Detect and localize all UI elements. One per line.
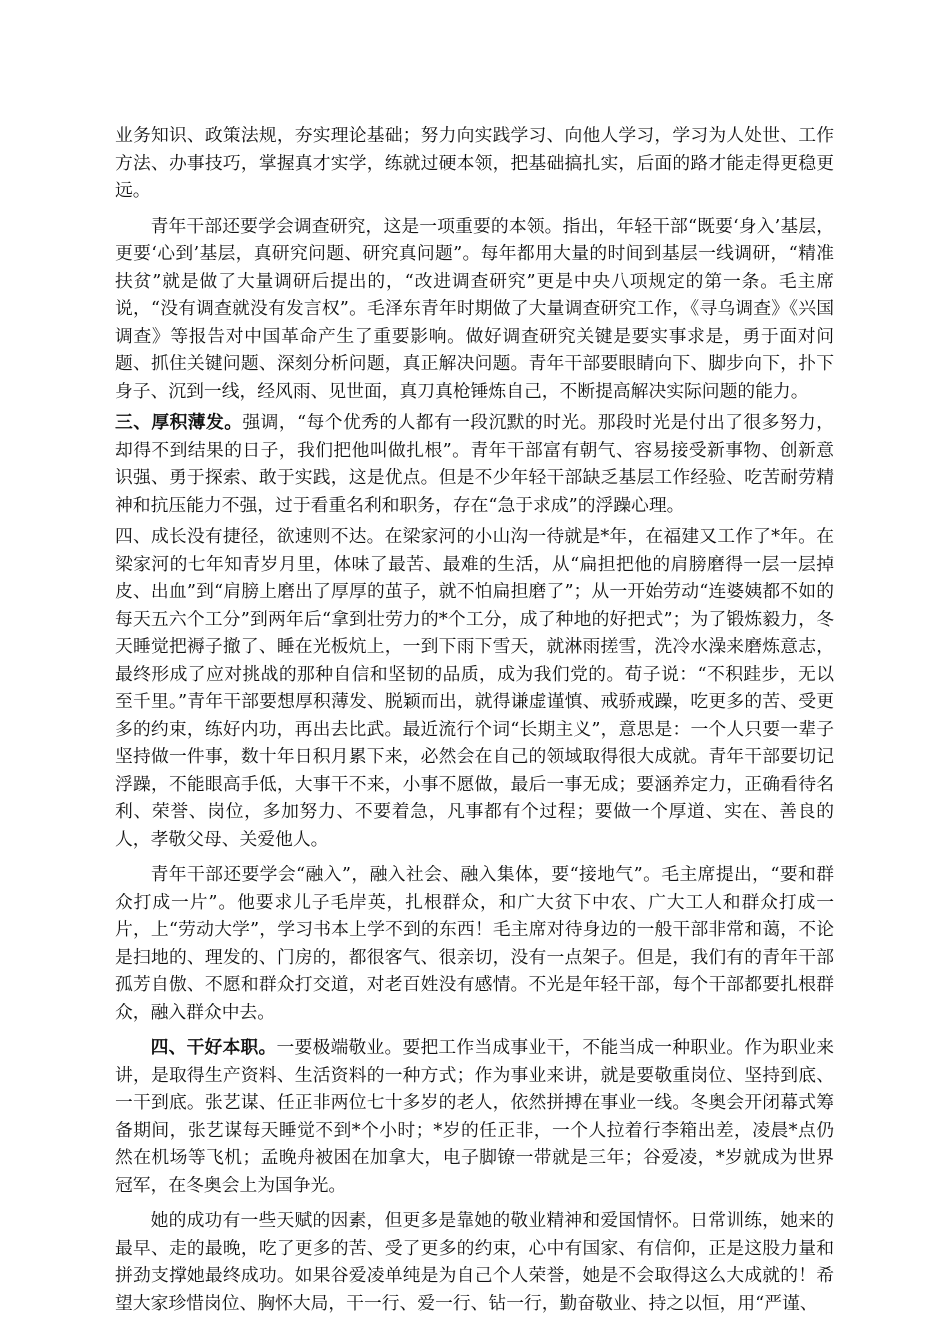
- paragraph-section-3: [115, 409, 834, 519]
- paragraph-text: 强调，“每个优秀的人都有一段沉默的时光。那段时光是付出了很多努力，却得不到结果的日子，我们把他叫做扎根”。青年干部富有朝气、容易接受新事物、创新意识强、勇于探索、敢于实践，这是优点。但是不少年轻干部缺乏基层工作经验、吃苦耐劳精神和抗压能力不强，过于看重名利和职务，存在“急于求成”的浮躁心理。: [115, 412, 834, 516]
- paragraph-text: 一要极端敬业。要把工作当成事业干，不能当成一种职业。作为职业来讲，是取得生产资料、生活资料的一种方式；作为事业来讲，就是要敬重岗位、坚持到底、一干到底。张艺谋、任正非两位七十多岁的老人，依然拼搏在事业一线。冬奥会开闭幕式筹备期间，张艺谋每天睡觉不到*个小时；*岁的任正非，一个人拉着行李箱出差，凌晨*点仍然在机场等飞机；孟晚舟被困在加拿大，电子脚镣一带就是三年；谷爱凌，*岁就成为世界冠军，在冬奥会上为国争光。: [115, 1037, 834, 1196]
- paragraph-section-4: [115, 1034, 834, 1199]
- paragraph-text: 业务知识、政策法规，夯实理论基础；努力向实践学习、向他人学习，学习为人处世、工作方法、办事技巧，掌握真才实学，练就过硬本领，把基础搞扎实，后面的路才能走得更稳更远。: [115, 125, 834, 201]
- paragraph-dedication: [115, 1207, 834, 1317]
- paragraph-investigation: [115, 213, 834, 406]
- paragraph-growth: [115, 523, 834, 853]
- paragraph-text: 青年干部还要学会“融入”，融入社会、融入集体，要“接地气”。毛主席提出，“要和群众打成一片”。他要求儿子毛岸英，扎根群众，和广大贫下中农、广大工人和群众打成一片，上“劳动大学”，学习书本上学不到的东西！毛主席对待身边的一般干部非常和蔼，不论是扫地的、理发的、门房的，都很客气、很亲切，没有一点架子。但是，我们有的青年干部孤芳自傲、不愿和群众打交道，对老百姓没有感情。不光是年轻干部，每个干部都要扎根群众，融入群众中去。: [115, 864, 834, 1023]
- paragraph-integrate: [115, 861, 834, 1026]
- paragraph-foundation: [115, 122, 834, 205]
- section-heading: 四、干好本职。: [150, 1037, 277, 1058]
- paragraph-text: 她的成功有一些天赋的因素，但更多是靠她的敬业精神和爱国情怀。日常训练，她来的最早、走的最晚，吃了更多的苦、受了更多的约束，心中有国家、有信仰，正是这股力量和拼劲支撑她最终成功。如果谷爱凌单纯是为自己个人荣誉，她是不会取得这么大成就的！希望大家珍惜岗位、胸怀大局，干一行、爱一行、钻一行，勤奋敬业、持之以恒，用“严谨、: [115, 1210, 834, 1314]
- paragraph-text: 青年干部还要学会调查研究，这是一项重要的本领。指出，年轻干部“既要‘身入’基层，更要‘心到’基层，真研究问题、研究真问题”。每年都用大量的时间到基层一线调研，“精准扶贫”就是做了大量调研后提出的，“改进调查研究”更是中央八项规定的第一条。毛主席说，“没有调查就没有发言权”。毛泽东青年时期做了大量调查研究工作，《寻乌调查》《兴国调查》等报告对中国革命产生了重要影响。做好调查研究关键是要实事求是，勇于面对问题、抓住关键问题、深刻分析问题，真正解决问题。青年干部要眼睛向下、脚步向下，扑下身子、沉到一线，经风雨、见世面，真刀真枪锤炼自己，不断提高解决实际问题的能力。: [115, 215, 834, 402]
- paragraph-text: 四、成长没有捷径，欲速则不达。在梁家河的小山沟一待就是*年，在福建又工作了*年。在梁家河的七年知青岁月里，体味了最苦、最难的生活，从“扁担把他的肩膀磨得一层一层掉皮、出血”到“肩膀上磨出了厚厚的茧子，就不怕扁担磨了”；从一开始劳动“连婆姨都不如的每天五六个工分”到两年后“拿到壮劳力的*个工分，成了种地的好把式”；为了锻炼毅力，冬天睡觉把褥子撤了、睡在光板炕上，一到下雨下雪天，就淋雨搓雪，洗冷水澡来磨炼意志，最终形成了应对挑战的那种自信和坚韧的品质，成为我们党的。荀子说：“不积跬步，无以至千里。”青年干部要想厚积薄发、脱颖而出，就得谦虚谨慎、戒骄戒躁，吃更多的苦、受更多的约束，练好内功，再出去比武。最近流行个词“长期主义”，意思是：一个人只要一辈子坚持做一件事，数十年日积月累下来，必然会在自己的领域取得很大成就。青年干部要切记浮躁，不能眼高手低，大事干不来，小事不愿做，最后一事无成；要涵养定力，正确看待名利、荣誉、岗位，多加努力、不要着急，凡事都有个过程；要做一个厚道、实在、善良的人，孝敬父母、关爱他人。: [115, 526, 834, 850]
- document-page: [115, 122, 834, 1317]
- section-heading: 三、厚积薄发。: [115, 412, 243, 433]
